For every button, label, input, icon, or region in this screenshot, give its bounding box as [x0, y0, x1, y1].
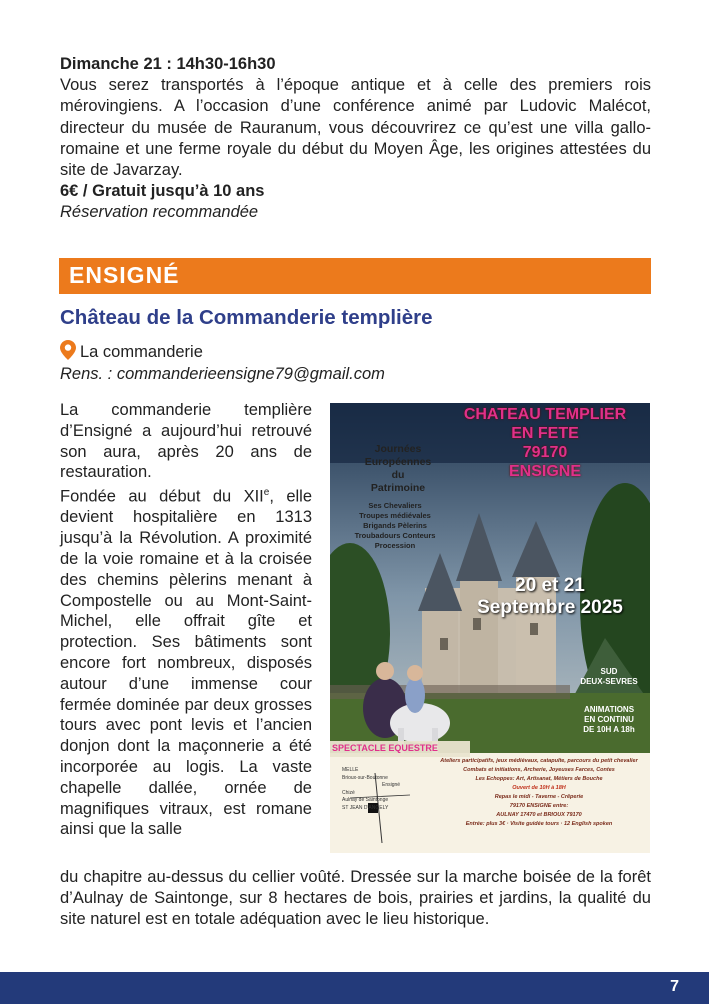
- poster-animations: [568, 705, 650, 735]
- description-paragraph-1: La commanderie templière d’Ensigné a aujourd’hui retrouvé son aura, après 20 ans de restauration.: [60, 401, 312, 482]
- p2-before: Fondée au début du XII: [60, 487, 264, 506]
- poster-headline-line-4: ENSIGNE: [508, 463, 581, 480]
- poster-map-label-5: Chizé: [342, 789, 355, 796]
- poster-region-line-2: DEUX-SEVRES: [580, 677, 638, 686]
- poster-info: [430, 757, 648, 829]
- poster-troupes-line-1: Ses Chevaliers: [368, 501, 422, 510]
- location-pin-icon: [60, 340, 76, 360]
- poster-troupes-line-3: Brigands Pèlerins: [363, 521, 427, 530]
- poster-region: [568, 667, 650, 687]
- poster-map-labels: [342, 767, 422, 812]
- poster-dates: [450, 575, 650, 619]
- p2-superscript: e: [263, 487, 270, 499]
- poster-troupes-line-4: Troubadours Conteurs: [354, 531, 436, 540]
- event-title: Château de la Commanderie templière: [60, 306, 433, 329]
- poster-journees-line-2: Européennes: [364, 456, 432, 468]
- poster-region-line-1: SUD: [600, 667, 618, 676]
- section-label: ENSIGNÉ: [69, 262, 180, 288]
- poster-journees-line-4: Patrimoine: [370, 482, 426, 494]
- event-description-column: [60, 400, 312, 840]
- event-location: [60, 340, 203, 362]
- poster-info-line-2: Combats et initiations, Archerie, Joyeuses Farces, Contes: [463, 767, 615, 773]
- poster-map-label-2: Ensigné: [382, 782, 401, 788]
- poster-info-line-5: Repas le midi - Taverne - Crêperie: [494, 794, 584, 800]
- poster-animations-line-1: ANIMATIONS: [583, 705, 635, 714]
- poster-map-label-4: Brioux-sur-Boutonne: [342, 774, 388, 781]
- poster-journees: [348, 443, 448, 495]
- page-footer: [0, 972, 709, 1004]
- poster-map-label-6: Aulnay de Saintonge: [342, 797, 389, 803]
- intro-reservation: Réservation recommandée: [60, 203, 259, 222]
- event-description-continuation: [60, 867, 651, 929]
- event-poster-image: [330, 403, 650, 853]
- poster-info-line-8: Entrée: plus 3€ · Visite guidée tours · 12 English spoken: [465, 821, 613, 827]
- page-number: 7: [670, 978, 679, 995]
- intro-price: 6€ / Gratuit jusqu’à 10 ans: [60, 182, 265, 201]
- poster-animations-line-3: DE 10H A 18h: [583, 725, 635, 734]
- poster-troupes-line-5: Procession: [374, 541, 416, 550]
- event-contact: Rens. : commanderieensigne79@gmail.com: [60, 365, 385, 383]
- continuation-text: du chapitre au-dessus du cellier voûté. Dressée sur la marche boisée de la forêt d’Aulnay de Saintonge, sur 8 hectares de bois, prairies et jardins, la qualité du site naturel est en totale adéquation avec le lieu historique.: [60, 868, 651, 928]
- poster-journees-line-3: du: [391, 469, 405, 481]
- intro-paragraph: Vous serez transportés à l’époque antique et à celle des premiers rois mérovingiens. A l’occasion d’une conférence animé par Ludovic Malécot, directeur du musée de Rauranum, vous découvrirez ce qu’est une villa gallo-romaine et une ferme royale du début du Moyen Âge, les origines attestées du site de Javarzay.: [60, 76, 651, 180]
- poster-headline-line-2: EN FETE: [511, 425, 579, 442]
- poster-info-line-7: AULNAY 17470 et BRIOUX 79170: [496, 812, 582, 818]
- description-paragraph-2: [60, 483, 312, 840]
- poster-info-line-6: 79170 ENSIGNE entre:: [509, 803, 569, 809]
- poster-info-line-1: Ateliers participatifs, jeux médiévaux, catapulte, parcours du petit chevalier: [440, 758, 638, 764]
- intro-heading: Dimanche 21 : 14h30-16h30: [60, 55, 276, 73]
- poster-journees-line-1: Journées: [374, 443, 422, 455]
- poster-animations-line-2: EN CONTINU: [584, 715, 634, 724]
- poster-troupes: [335, 501, 455, 551]
- section-header-bar: [59, 258, 651, 294]
- poster-headline-line-3: 79170: [522, 444, 568, 461]
- poster-headline: [440, 405, 650, 481]
- poster-headline-line-1: CHATEAU TEMPLIER: [463, 406, 627, 423]
- poster-troupes-line-2: Troupes médiévales: [359, 511, 431, 520]
- location-label: La commanderie: [80, 343, 203, 361]
- poster-map-label-1: MELLE: [342, 767, 359, 773]
- poster-spectacle: SPECTACLE EQUESTRE: [332, 743, 438, 753]
- poster-info-line-4: Ouvert de 10H à 18H: [512, 785, 566, 791]
- poster-dates-line-1: 20 et 21: [515, 575, 585, 596]
- poster-map-label-3: ST JEAN D'ANGELY: [342, 804, 389, 811]
- intro-block: [60, 54, 651, 224]
- p2-after: , elle devient hospitalière en 1313 jusqu’à la Révolution. A proximité de la voie romaine et à la croisée des chemins pèlerins menant à Compostelle ou au Mont-Saint-Michel, elle offrait gîte et protection. Ses bâtiments sont encore fort nombreux, disposés autour d’une immense cour fermée dominée par deux grosses tours avec pont levis et l’ancien donjon dont la maçonnerie a été incorporée au logis. La vaste chapelle dallée, ornée de magnifiques vitraux, est romane ainsi que la salle: [60, 487, 313, 839]
- poster-info-line-3: Les Echoppes: Art, Artisanat, Métiers de Bouche: [475, 776, 603, 782]
- poster-dates-line-2: Septembre 2025: [477, 597, 623, 618]
